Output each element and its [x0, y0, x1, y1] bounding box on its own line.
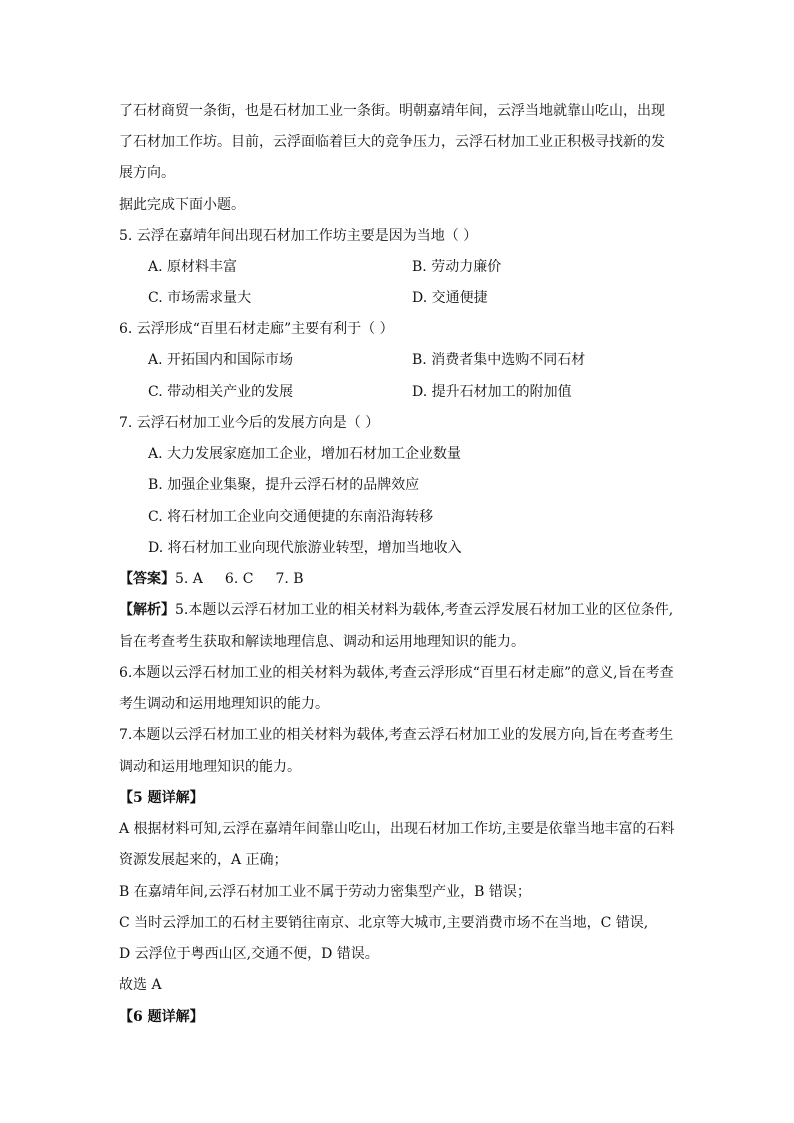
detail-5-a-line-1: A 根据材料可知,云浮在嘉靖年间靠山吃山，出现石材加工作坊,主要是依靠当地丰富的石料 — [119, 821, 675, 837]
answer-7: 7. B — [275, 571, 304, 587]
intro-line-3: 展方向。 — [119, 165, 175, 181]
answer-line — [119, 569, 304, 589]
question-6-option-c: C. 带动相关产业的发展 — [148, 384, 294, 400]
answer-5: 5. A — [175, 571, 203, 587]
question-7-option-b: B. 加强企业集聚，提升云浮石材的品牌效应 — [148, 477, 420, 493]
detail-5-c-line: C 当时云浮加工的石材主要销往南京、北京等大城市,主要消费市场不在当地，C 错误, — [119, 915, 649, 931]
answer-label: 【答案】 — [119, 571, 175, 587]
detail-5-conclusion: 故选 A — [119, 977, 162, 993]
question-5-option-c: C. 市场需求量大 — [148, 290, 252, 306]
detail-5-b-line: B 在嘉靖年间,云浮石材加工业不属于劳动力密集型产业，B 错误； — [119, 884, 531, 900]
question-6-option-a: A. 开拓国内和国际市场 — [148, 352, 294, 368]
detail-5-a-line-2: 资源发展起来的，A 正确； — [119, 852, 288, 868]
analysis-label: 【解析】 — [119, 602, 175, 618]
question-5-option-d: D. 交通便捷 — [412, 290, 488, 306]
analysis-5-text-2: 旨在考查考生获取和解读地理信息、调动和运用地理知识的能力。 — [119, 634, 525, 650]
analysis-7-text-1: 7.本题以云浮石材加工业的相关材料为载体,考查云浮石材加工业的发展方向,旨在考查考生 — [119, 727, 674, 743]
instruction-line: 据此完成下面小题。 — [119, 197, 245, 213]
question-7-option-a: A. 大力发展家庭加工企业，增加石材加工企业数量 — [148, 446, 462, 462]
intro-line-1: 了石材商贸一条街，也是石材加工业一条街。明朝嘉靖年间，云浮当地就靠山吃山，出现 — [119, 103, 665, 119]
question-7-option-d: D. 将石材加工业向现代旅游业转型，增加当地收入 — [148, 540, 462, 556]
analysis-5-text-1: 5.本题以云浮石材加工业的相关材料为载体,考查云浮发展石材加工业的区位条件, — [175, 602, 674, 618]
answer-6: 6. C — [224, 571, 254, 587]
intro-line-2: 了石材加工作坊。目前，云浮面临着巨大的竞争压力，云浮石材加工业正积极寻找新的发 — [119, 134, 665, 150]
detail-5-heading: 【5 题详解】 — [119, 790, 204, 806]
question-6-stem: 6. 云浮形成“百里石材走廊”主要有利于（ ） — [119, 321, 394, 337]
question-5-stem: 5. 云浮在嘉靖年间出现石材加工作坊主要是因为当地（ ） — [119, 228, 478, 244]
analysis-7-text-2: 调动和运用地理知识的能力。 — [119, 759, 301, 775]
analysis-6-text-2: 考生调动和运用地理知识的能力。 — [119, 696, 329, 712]
question-6-option-d: D. 提升石材加工的附加值 — [412, 384, 572, 400]
question-5-option-a: A. 原材料丰富 — [148, 259, 238, 275]
question-7-option-c: C. 将石材加工企业向交通便捷的东南沿海转移 — [148, 509, 434, 525]
detail-5-d-line: D 云浮位于粤西山区,交通不便，D 错误。 — [119, 946, 379, 962]
analysis-6-text-1: 6.本题以云浮石材加工业的相关材料为载体,考查云浮形成“百里石材走廊”的意义,旨在考查 — [119, 665, 674, 681]
analysis-line-1 — [119, 600, 673, 620]
detail-6-heading: 【6 题详解】 — [119, 1009, 204, 1025]
question-5-option-b: B. 劳动力廉价 — [412, 259, 502, 275]
question-6-option-b: B. 消费者集中选购不同石材 — [412, 352, 586, 368]
question-7-stem: 7. 云浮石材加工业今后的发展方向是（ ） — [119, 415, 380, 431]
